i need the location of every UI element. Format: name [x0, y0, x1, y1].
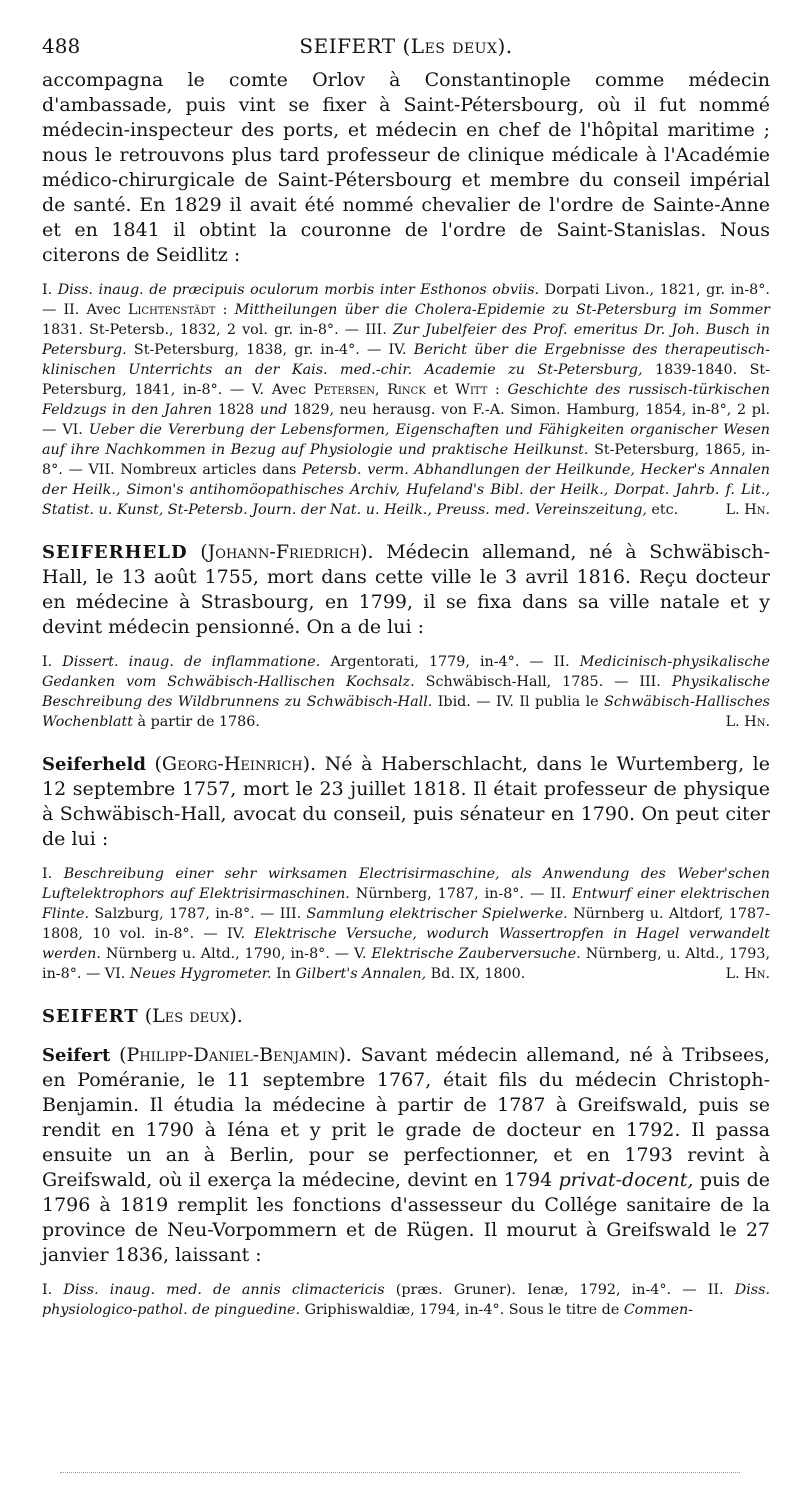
author-signature: L. Hn. — [725, 502, 770, 518]
entry-given-names: (Johann-Friedrich). — [200, 541, 374, 563]
entry-headword: SEIFERT — [42, 1006, 139, 1027]
author-signature: L. Hn. — [725, 966, 770, 982]
running-head — [42, 24, 770, 68]
author-signature: L. Hn. — [725, 714, 770, 730]
entry-seifert-les-deux — [42, 1004, 770, 1029]
entry-headword: SEIFERHELD — [42, 542, 188, 563]
entry-seifert-philipp: Seifert (Philipp-Daniel-Benjamin). Savant médecin allemand, né à Tribsees, en Poméranie, le 11 septembre 1767, était fils du médecin Christoph-Benjamin. Il étudia la médecine à partir de 1787 à Greifswald, puis se rendit en 1790 à Iéna et y prit le grade de docteur en 1792. Il passa ensuite un an à Berlin, pour se perfectionner, et en 1793 revint à Greifswald, où il exerça la médecine, devint en 1794 privat-docent, puis de 1796 à 1819 remplit les fonctions d'assesseur du Collége sanitaire de la province de Neu-Vorpommern et de Rügen. Il mourut à Greifswald le 27 janvier 1836, laissant : — [42, 1044, 770, 1266]
bibliography-seidlitz: I. Diss. inaug. de præcipuis oculorum morbis inter Esthonos obviis. Dorpati Livon., 1821, gr. in-8°. — II. Avec Lichtenstädt : Mittheilungen über die Cholera-Epidemie zu St-Petersburg im Sommer 1831. St-Petersb., 1832, 2 vol. gr. in-8°. — III. Zur Jubelfeier des Prof. emeritus Dr. Joh. Busch in Petersburg. St-Petersburg, 1838, gr. in-4°. — IV. Bericht über die Ergebnisse des therapeutisch-klinischen Unterrichts an der Kais. med.-chir. Academie zu St-Petersburg, 1839-1840. St-Petersburg, 1841, in-8°. — V. Avec Petersen, Rinck et Witt : Geschichte des russisch-türkischen Feldzugs in den Jahren 1828 und 1829, neu herausg. von F.-A. Simon. Hamburg, 1854, in-8°, 2 pl. — VI. Ueber die Vererbung der Lebensformen, Eigenschaften und Fähigkeiten organischer Wesen auf ihre Nachkommen in Bezug auf Physiologie und praktische Heilkunst. St-Petersburg, 1865, in-8°. — VII. Nombreux articles dans Petersb. verm. Abhandlungen der Heilkunde, Hecker's Annalen der Heilk., Simon's antihomöopathisches Archiv, Hufeland's Bibl. der Heilk., Dorpat. Jahrb. f. Lit., Statist. u. Kunst, St-Petersb. Journ. der Nat. u. Heilk., Preuss. med. Vereinszeitung, etc. L. Hn. — [42, 282, 771, 518]
page-header — [42, 24, 770, 68]
running-head-name: SEIFERT — [299, 34, 396, 58]
bibliography-seifert-philipp: I. Diss. inaug. med. de annis climactericis (præs. Gruner). Ienæ, 1792, in-4°. — II. Diss. physiologico-pathol. de pinguedine. Griphiswaldiæ, 1794, in-4°. Sous le titre de Commen- — [42, 1282, 770, 1318]
entry-headword: Seiferheld — [42, 754, 146, 775]
entry-seiferheld-georg: Seiferheld (Georg-Heinrich). Né à Haberschlacht, dans le Wurtemberg, le 12 septembre 1757, mort le 23 juillet 1818. Il était professeur de physique à Schwäbisch-Hall, avocat du conseil, puis sénateur en 1790. On peut citer de lui : — [42, 753, 770, 850]
entry-given-names: (Les deux). — [144, 1005, 243, 1027]
continued-paragraph: accompagna le comte Orlov à Constantinople comme médecin d'ambassade, puis vint se fixer à Saint-Pétersbourg, où il fut nommé médecin-inspecteur des ports, et médecin en chef de l'hôpital maritime ; nous le retrouvons plus tard professeur de clinique médicale à l'Académie médico-chirurgicale de Saint-Pétersbourg et membre du conseil impérial de santé. En 1829 il avait été nommé chevalier de l'ordre de Sainte-Anne et en 1841 il obtint la couronne de l'ordre de Saint-Stanislas. Nous citerons de Seidlitz : — [42, 69, 770, 266]
entry-given-names: (Georg-Heinrich). — [154, 753, 317, 775]
entry-headword: Seifert — [42, 1045, 111, 1066]
page-number: 488 — [42, 34, 81, 58]
page-footer-rule — [60, 1472, 740, 1474]
entry-seiferheld-johann: SEIFERHELD (Johann-Friedrich). Médecin allemand, né à Schwäbisch-Hall, le 13 août 1755, mort dans cette ville le 3 avril 1816. Reçu docteur en médecine à Strasbourg, en 1799, il se fixa dans sa ville natale et y devint médecin pensionné. On a de lui : — [42, 541, 770, 638]
bibliography-seiferheld-georg: I. Beschreibung einer sehr wirksamen Electrisirmaschine, als Anwendung des Weber'schen Luftelektrophors auf Elektrisirmaschinen. Nürnberg, 1787, in-8°. — II. Entwurf einer elektrischen Flinte. Salzburg, 1787, in-8°. — III. Sammlung elektrischer Spielwerke. Nürnberg u. Altdorf, 1787-1808, 10 vol. in-8°. — IV. Elektrische Versuche, wodurch Wassertropfen in Hagel verwandelt werden. Nürnberg u. Altd., 1790, in-8°. — V. Elektrische Zauberversuche. Nürnberg, u. Altd., 1793, in-8°. — VI. Neues Hygrometer. In Gilbert's Annalen, Bd. IX, 1800. L. Hn. — [42, 866, 770, 982]
bibliography-seiferheld-johann: I. Dissert. inaug. de inflammatione. Argentorati, 1779, in-4°. — II. Medicinisch-physikalische Gedanken vom Schwäbisch-Hallischen Kochsalz. Schwäbisch-Hall, 1785. — III. Physikalische Beschreibung des Wildbrunnens zu Schwäbisch-Hall. Ibid. — IV. Il publia le Schwäbisch-Hallisches Wochenblatt à partir de 1786. L. Hn. — [42, 654, 770, 730]
entry-given-names: (Philipp-Daniel-Benjamin). — [119, 1044, 352, 1066]
running-head-sub: (Les deux). — [402, 34, 513, 58]
